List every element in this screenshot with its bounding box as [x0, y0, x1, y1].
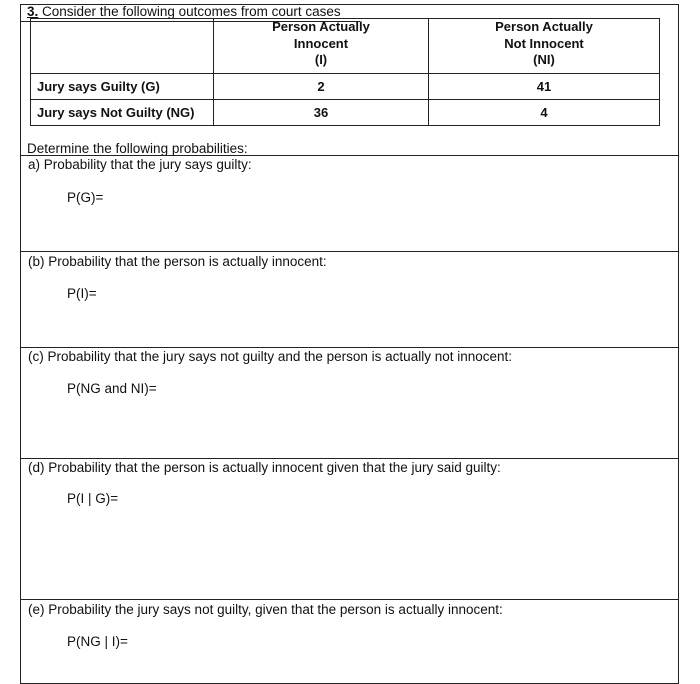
- divider: [20, 251, 679, 252]
- cell-guilty-not-innocent: 41: [429, 74, 660, 100]
- part-d-formula: P(I | G)=: [67, 491, 119, 506]
- question-number: 3.: [27, 4, 39, 19]
- column-header-innocent: Person Actually Innocent (I): [214, 19, 429, 74]
- row-label-guilty: Jury says Guilty (G): [31, 74, 214, 100]
- table-row: [31, 100, 660, 126]
- part-b-prompt: (b) Probability that the person is actually innocent:: [28, 254, 327, 269]
- outcomes-table: [30, 18, 660, 126]
- divider: [20, 599, 679, 600]
- part-e-prompt: (e) Probability the jury says not guilty, given that the person is actually innocent:: [28, 602, 503, 617]
- part-a-formula: P(G)=: [67, 190, 104, 205]
- divider: [20, 347, 679, 348]
- column-header-not-innocent: Person Actually Not Innocent (NI): [429, 19, 660, 74]
- table-header-row: [31, 19, 660, 74]
- question-text: Consider the following outcomes from court cases: [42, 4, 341, 19]
- cell-guilty-innocent: 2: [214, 74, 429, 100]
- instructions-text: Determine the following probabilities:: [27, 141, 248, 156]
- part-c-formula: P(NG and NI)=: [67, 381, 157, 396]
- question-title: [27, 4, 341, 19]
- part-c-prompt: (c) Probability that the jury says not guilty and the person is actually not innocent:: [28, 349, 513, 364]
- part-d-prompt: (d) Probability that the person is actually innocent given that the jury said guilty:: [28, 460, 501, 475]
- cell-not-guilty-not-innocent: 4: [429, 100, 660, 126]
- divider: [20, 458, 679, 459]
- part-e-formula: P(NG | I)=: [67, 634, 128, 649]
- part-a-prompt: a) Probability that the jury says guilty:: [28, 157, 252, 172]
- row-label-not-guilty: Jury says Not Guilty (NG): [31, 100, 214, 126]
- cell-not-guilty-innocent: 36: [214, 100, 429, 126]
- table-row: [31, 74, 660, 100]
- divider: [20, 155, 679, 156]
- table-corner-cell: [31, 19, 214, 74]
- part-b-formula: P(I)=: [67, 286, 97, 301]
